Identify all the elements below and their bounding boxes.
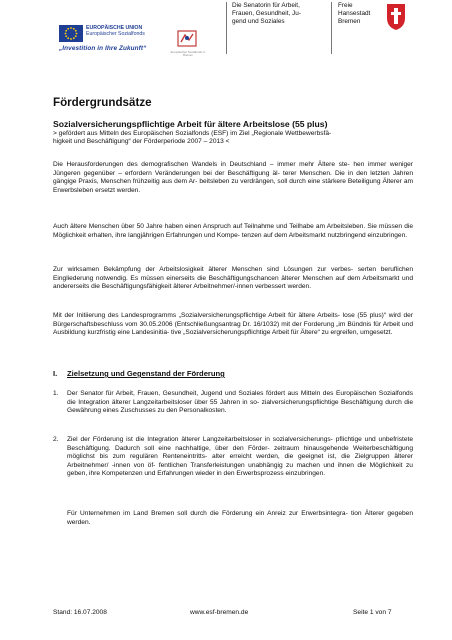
esf-caption: Europäischer Sozialfonds in Bremen: [170, 50, 206, 58]
text-line: terer Menschen. Die in den letzten Jahren gängige Praxis, Menschen frühzeitig aus dem Ar-: [53, 169, 413, 186]
intro-text: [53, 130, 413, 147]
item-text: [67, 436, 413, 479]
paragraph: [53, 161, 413, 195]
text-line: Der Senator für Arbeit, Frauen, Gesundheit, Jugend und Soziales fördert aus Mitteln des: [67, 390, 334, 397]
list-item: [53, 390, 413, 416]
text-line: zeitraum hinausgehende Weiterbeschäftigung möglichst bis zum regulären Renteneintritts-: [67, 444, 413, 461]
text-line: hen immer weniger Jüngeren gegenüber – erfordern Veränderungen bei der Beschäftigung äl-: [53, 161, 413, 177]
paragraph: [53, 223, 413, 240]
text-line: lose (55 plus)“ wird der Bürgerschaftsbeschluss vom 30.05.2006 (Entschließungsantrag Dr.: [53, 312, 413, 328]
footer-date: Stand: 16.07.2008: [53, 609, 107, 616]
text-line: pflichtige und unbefristete Beschäftigung. Dadurch soll eine nachhaltige, über den Förder-: [67, 436, 413, 452]
item-number: 2.: [53, 436, 59, 443]
paragraph: [53, 312, 413, 338]
text-line: tion Älterer gegeben werden.: [67, 510, 413, 526]
section-number: I.: [53, 369, 58, 378]
text-line: beitsleben zu verdrängen, soll durch eine stärkere Beteiligung Älterer am Erwerbsleben ersetzt: [53, 178, 413, 194]
section-title: Zielsetzung und Gegenstand der Förderung: [67, 369, 225, 378]
text-line: zialversicherungspflichtige Beschäftigung durch die Gewährung eines Zuschusses zu den: [67, 398, 413, 415]
list-item: [53, 436, 413, 479]
bremen-line: Freie: [338, 2, 353, 9]
page-title: Fördergrundsätze: [53, 96, 152, 109]
item-extra-paragraph: [67, 510, 413, 527]
eu-slogan: „Investition in Ihre Zukunft“: [59, 45, 147, 52]
text-line: werden.: [116, 186, 141, 194]
text-line: 16/1032) mit der Forderung „im Bündnis für Arbeit und Ausbildung kurzfristig eine Landesinitia-: [53, 320, 414, 337]
senator-line: Frauen, Gesundheit, Ju-: [232, 10, 301, 17]
eu-flag-icon: [59, 25, 83, 42]
item-number: 1.: [53, 390, 59, 397]
text-line: Für Unternehmen im Land Bremen soll durch die Förderung ein Anreiz zur Erwerbsintegra-: [67, 510, 348, 517]
eu-line1: EUROPÄISCHE UNION: [86, 25, 143, 31]
text-line: tive „Sozialversicherungspflichtige Arbeit für Ältere“ zu ergreifen, umgesetzt.: [171, 329, 393, 337]
text-line: Mit der Initiierung des Landesprogramms „Sozialversicherungspflichtige Arbeit für ältere Arbeits-: [53, 312, 340, 319]
text-line: Auch ältere Menschen über 50 Jahre haben einen Anspruch auf Teilnahme und Teilhabe am: [53, 223, 326, 230]
text-line: Arbeitnehmer/-innen verbessert werden.: [193, 283, 312, 291]
paragraph: [53, 266, 413, 292]
eu-line2: Europäischer Sozialfonds: [86, 31, 145, 38]
text-line: serten beruflichen Eingliederung notwendig. Es müssen einerseits die Beschäftigungschancen: [53, 266, 413, 282]
text-line: fentlichen Transferleistungen unabhängig zu machen und ihnen die Möglichkeit zu geben,: [67, 461, 413, 478]
text-line: Die Herausforderungen des demografischen Wandels in Deutschland – immer mehr Ältere ste-: [53, 161, 350, 168]
text-line: Ziel der Förderung ist die Integration älterer Langzeitarbeitsloser in sozialversicherungs-: [67, 436, 333, 443]
text-line: Europäischen Sozialfonds die Integration älterer Langzeitarbeitsloser über 55 Jahren in so-: [67, 390, 414, 406]
section-heading: [53, 369, 225, 378]
text-line: älterer Menschen auf dem Arbeitsmarkt und andererseits die Beschäftigungsfähigkeit älterer: [53, 274, 413, 291]
text-line: Arbeitsleben. Sie müssen die Möglichkeit erhalten, ihre langjährigen Erfahrungen und Kompe-: [53, 223, 414, 239]
text-line: Zur wirksamen Bekämpfung der Arbeitslosigkeit älterer Menschen sind Lösungen zur verbes-: [53, 266, 354, 273]
item-text: [67, 390, 413, 416]
intro-line: higkeit und Beschäftigung“ der Förderperiode 2007 – 2013 <: [53, 138, 230, 146]
footer-url[interactable]: www.esf-bremen.de: [190, 609, 249, 616]
intro-line: > gefördert aus Mitteln des Europäischen Sozialfonds (ESF) im Ziel „Regionale Wettbewerbsfä-: [53, 130, 332, 137]
text-line: alter erreicht werden, die geeignet ist, die Zielgruppen älterer Arbeitnehmer/ -innen von öf-: [67, 453, 413, 469]
text-line: tenzen auf dem Arbeitsmarkt nutzbringend einzubringen.: [241, 231, 408, 239]
text-line: Personalkosten.: [179, 407, 227, 415]
senator-line: Die Senatorin für Arbeit,: [232, 2, 300, 9]
page-subtitle: Sozialversicherungspflichtige Arbeit für ältere Arbeitslose (55 plus): [53, 119, 328, 129]
header-divider: [331, 2, 332, 54]
senator-name: [232, 2, 322, 26]
bremen-key-icon: [383, 2, 409, 32]
bremen-line: Hansestadt: [338, 10, 371, 17]
eu-logo-text: [86, 25, 166, 37]
footer-page-number: Seite 1 von 7: [353, 609, 392, 616]
senator-line: gend und Soziales: [232, 18, 285, 25]
header-divider: [226, 2, 227, 54]
text-line: ihre Kompetenzen und Erfahrungen wieder in den Erwerbsprozess einzubringen.: [89, 470, 326, 478]
bremen-line: Bremen: [338, 18, 361, 25]
